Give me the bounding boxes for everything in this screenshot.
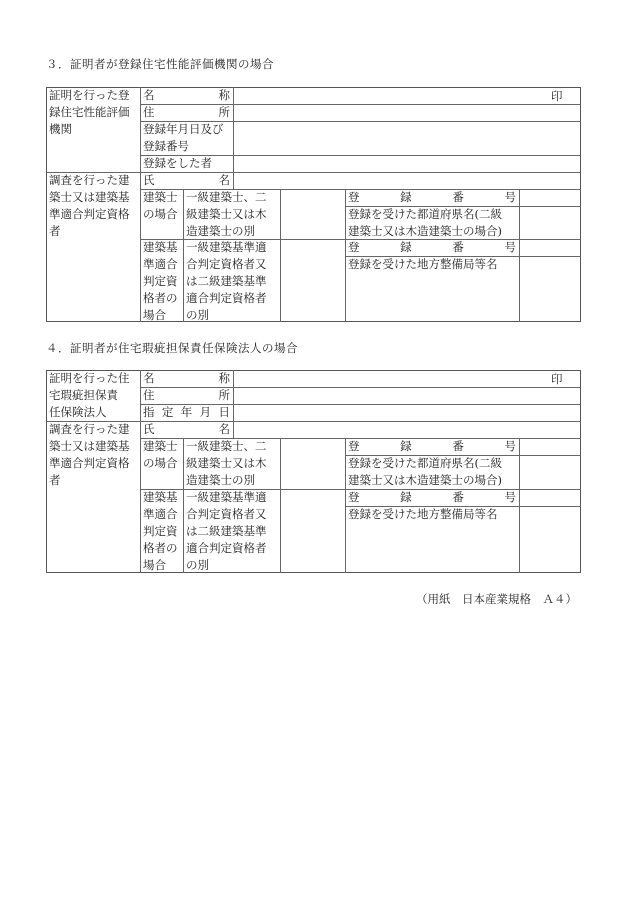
label-line: 建築基 [143,240,178,254]
label-char: 住 [143,388,155,402]
label-line: の場合 [143,207,178,221]
label-line: 建築士又は木造建築士の場合) [348,473,502,487]
label-char: 住 [143,105,155,119]
prefecture-label [345,455,519,489]
label-line: 登録を受けた都道府県名(二級 [348,207,502,221]
reg-number-label [345,438,519,455]
registration-date-label [140,121,233,155]
label-char: 名 [143,371,155,385]
label-char: 氏 [143,173,155,187]
label-line: 機関 [49,122,72,136]
org-group-label [46,87,140,138]
label-line: 一級建築基準適 [186,490,267,504]
label-line: 証明を行った登 [49,88,130,102]
label-char: 録 [400,240,412,254]
label-line: 建築士 [143,439,178,453]
seal-mark: 印 [551,89,563,103]
label-line: 適合判定資格者 [186,291,267,305]
label-char: 氏 [143,422,155,436]
label-line: 調査を行った建 [49,173,130,187]
prefecture-label [345,206,519,240]
label-line: 合判定資格者又 [186,257,267,271]
label-line: 準適合判定資格 [49,207,130,221]
label-line: 適合判定資格者 [186,541,267,555]
designation-date-label [140,404,233,421]
label-char: 称 [218,371,230,385]
label-char: 録 [400,190,412,204]
address-field[interactable] [233,104,581,121]
label-line: 建築基 [143,490,178,504]
seal-mark: 印 [551,372,563,386]
label-char: 登 [348,490,360,504]
person-name-field[interactable] [233,172,581,189]
label-line: 格者の [143,291,178,305]
label-line: 録住宅性能評価 [49,105,130,119]
reg-number-label [345,189,519,206]
label-char: 番 [452,240,464,254]
label-line: 建築士又は木造建築士の場合) [348,224,502,238]
judge-reg-number-label [345,489,519,506]
label-char: 番 [452,190,464,204]
label-line: 調査を行った建 [49,422,130,436]
registration-date-field[interactable] [233,121,581,155]
label-line: 準適合判定資格 [49,456,130,470]
judge-reg-number-label [345,239,519,256]
label-char: 称 [218,88,230,102]
label-line: 登録番号 [143,139,189,153]
label-line: 級建築士又は木 [186,456,267,470]
label-line: 者 [49,224,61,238]
label-char: 号 [504,190,516,204]
paper-size-note: （用紙 日本産業規格 Ａ４） [416,592,577,606]
label-char: 号 [504,240,516,254]
judge-class-field[interactable] [280,239,345,322]
label-line: 準適合 [143,257,178,271]
label-char: 名 [218,422,230,436]
judge-reg-number-field[interactable] [519,239,581,256]
label-char: 号 [504,490,516,504]
architect-class-label [183,438,280,489]
label-line: 級建築士又は木 [186,207,267,221]
label-line: の場合 [143,456,178,470]
reg-number-field[interactable] [519,438,581,455]
judge-reg-number-field[interactable] [519,489,581,506]
label-char: 日 [218,405,230,419]
label-line: 一級建築士、二 [186,190,267,204]
address-label [140,387,233,404]
architect-case-label [140,438,183,472]
label-char: 月 [199,405,212,419]
label-line: 一級建築士、二 [186,439,267,453]
address-label [140,104,233,121]
label-line: 者 [49,473,61,487]
label-line: 一級建築基準適 [186,240,267,254]
architect-class-field[interactable] [280,438,345,489]
section3-heading: ３．証明者が登録住宅性能評価機関の場合 [46,57,274,71]
label-line: は二級建築基準 [186,524,267,538]
bureau-label: 登録を受けた地方整備局等名 [348,257,498,271]
label-line: 判定資 [143,524,178,538]
label-line: 築士又は建築基 [49,190,130,204]
person-name-label [140,172,233,189]
label-line: 建築士 [143,190,178,204]
bureau-field[interactable] [519,506,581,573]
label-char: 号 [504,439,516,453]
label-line: 登録年月日及び [143,122,224,136]
label-char: 年 [180,405,193,419]
label-char: 番 [452,490,464,504]
label-line: 造建築士の別 [186,224,255,238]
label-char: 名 [218,173,230,187]
label-line: 合判定資格者又 [186,507,267,521]
architect-class-field[interactable] [280,189,345,239]
label-line: 造建築士の別 [186,473,255,487]
name-label [140,370,233,387]
judge-class-label [183,489,280,574]
name-label [140,87,233,104]
bureau-label: 登録を受けた地方整備局等名 [348,507,498,521]
label-line: 場合 [143,308,166,322]
label-char: 所 [218,105,230,119]
label-char: 登 [348,439,360,453]
label-line: 判定資 [143,274,178,288]
person-name-field[interactable] [233,421,581,438]
bureau-field[interactable] [519,256,581,322]
judge-class-label [183,239,280,324]
architect-class-label [183,189,280,240]
label-char: 登 [348,240,360,254]
label-char: 所 [218,388,230,402]
judge-case-label [140,239,183,324]
label-line: 宅瑕疵担保責 [49,388,118,402]
label-line: 証明を行った住 [49,371,130,385]
label-line: 格者の [143,541,178,555]
section4-heading: ４．証明者が住宅瑕疵担保責任保険法人の場合 [46,341,298,355]
address-field[interactable] [233,387,581,404]
label-line: 任保険法人 [49,405,107,419]
label-char: 登 [348,190,360,204]
architect-case-label [140,189,183,223]
registrant-field[interactable] [233,155,581,172]
designation-date-field[interactable] [233,404,581,421]
label-char: 番 [452,439,464,453]
name-field[interactable] [233,87,581,104]
label-line: 登録を受けた都道府県名(二級 [348,456,502,470]
label-char: 録 [400,490,412,504]
label-char: 録 [400,439,412,453]
judge-class-field[interactable] [280,489,345,573]
prefecture-field[interactable] [519,206,581,239]
reg-number-field[interactable] [519,189,581,206]
org-group-label [46,370,140,421]
label-line: の別 [186,558,209,572]
label-line: 準適合 [143,507,178,521]
judge-case-label [140,489,183,574]
label-line: の別 [186,308,209,322]
label-char: 指 [143,405,155,419]
registrant-label: 登録をした者 [143,156,212,170]
label-char: 名 [143,88,155,102]
label-line: 築士又は建築基 [49,439,130,453]
investigator-group-label [46,421,140,489]
investigator-group-label [46,172,140,240]
name-field[interactable] [233,370,581,387]
prefecture-field[interactable] [519,455,581,489]
label-char: 定 [161,405,174,419]
label-line: 場合 [143,558,166,572]
label-line: は二級建築基準 [186,274,267,288]
person-name-label [140,421,233,438]
